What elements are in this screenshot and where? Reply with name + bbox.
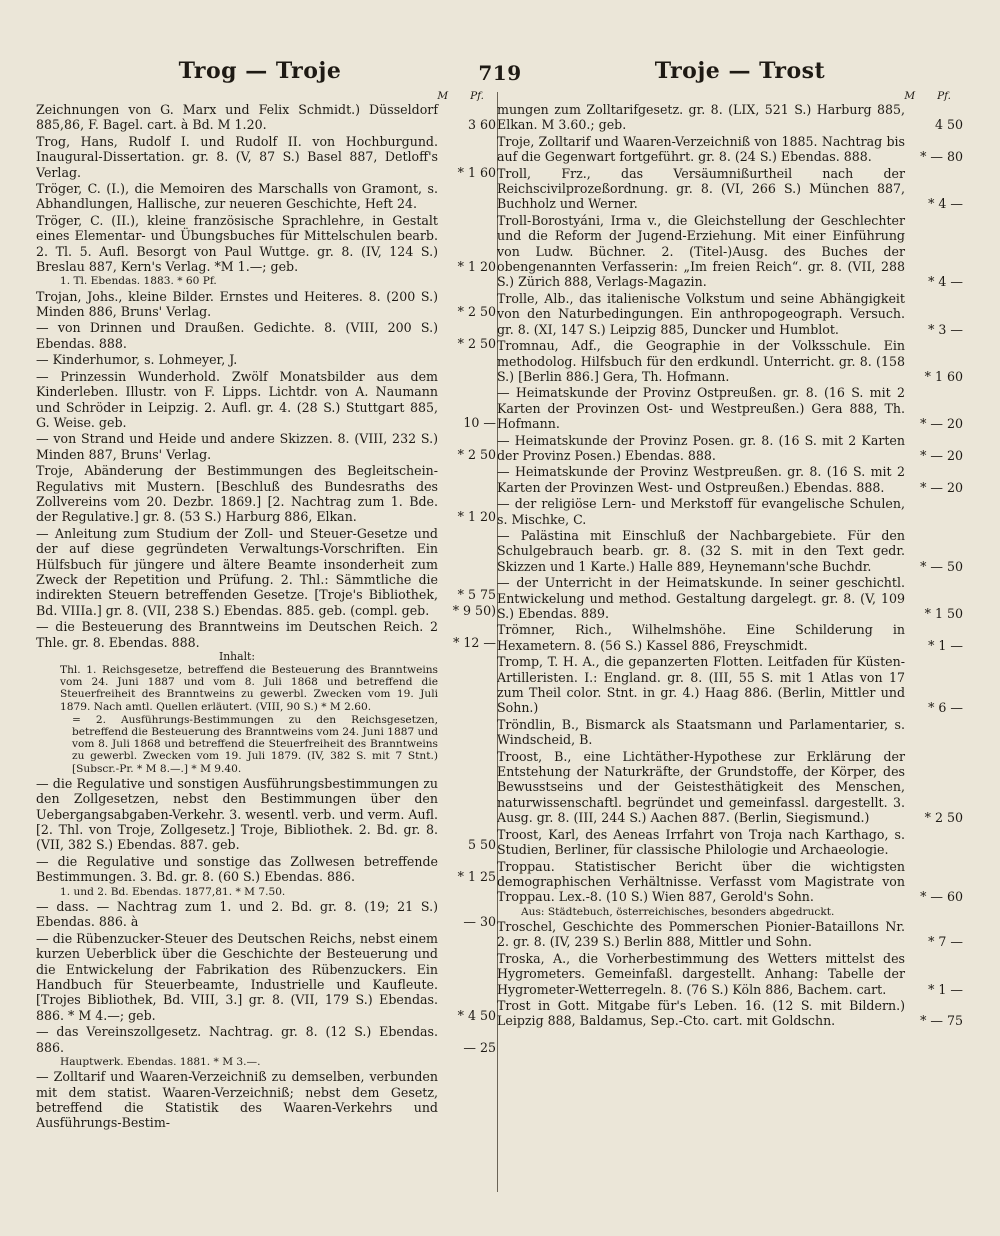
entry-price: * — 20 — [920, 416, 963, 432]
catalog-entry — [36, 931, 496, 1024]
entry-text: — die Regulative und sonstige das Zollwesen betreffende Bestimmungen. 3. Bd. gr. 8. (60 S.) Ebendas. 886. — [36, 853, 438, 885]
entry-price: * — 60 — [920, 889, 963, 905]
mark-label: M — [904, 90, 916, 102]
entry-text: — dass. — Nachtrag zum 1. und 2. Bd. gr. 8. (19; 21 S.) Ebendas. 886. à — [36, 898, 438, 930]
entry-price: * 1 — — [928, 981, 963, 997]
entry-price: 5 50 — [467, 837, 496, 853]
catalog-entry — [36, 526, 496, 619]
entry-text: — der religiöse Lern- und Merkstoff für evangelische Schulen, s. Mischke, C. — [497, 496, 905, 527]
catalog-entry — [36, 213, 496, 276]
catalog-entry — [497, 433, 963, 465]
entry-price: * 2 50 — [457, 304, 496, 320]
catalog-entry — [497, 859, 963, 906]
currency-header — [36, 90, 496, 102]
entry-text: Troje, Abänderung der Bestimmungen des Begleitschein-Regulativs mit Mustern. [Beschluß des Bundesraths des Zollvereins vom 20. Dezbr. 1869.] [2. Nachtrag zum 1. Bde. der Regulative.] gr. 8. (53 S.) Harburg 886, Elkan. — [36, 463, 438, 525]
entry-text: — der Unterricht in der Heimatskunde. In seiner geschichtl. Entwickelung und method. Gestaltung dargelegt. gr. 8. (V, 109 S.) Ebendas. 889. — [497, 575, 905, 621]
catalog-entry — [497, 213, 963, 291]
entry-text: — Palästina mit Einschluß der Nachbargebiete. Für den Schulgebrauch bearb. gr. 8. (32 S. mit in den Text gedr. Skizzen und 1 Karte.) Halle 889, Heynemann'sche Buchdr. — [497, 527, 905, 574]
left-column — [36, 90, 496, 1200]
entry-text: Troll-Borostyáni, Irma v., die Gleichstellung der Geschlechter und die Reform der Jugend-Erziehung. Mit einer Einführung von Ludw. Büchner. 2. (Titel-)Ausg. des Buches der obengenannten Verfasserin: „Im freien Reich“. gr. 8. (VII, 288 S.) Zürich 888, Verlags-Magazin. — [497, 212, 905, 290]
pf-label: Pf. — [937, 90, 951, 102]
entry-text: Aus: Städtebuch, österreichisches, besonders abgedruckt. — [521, 905, 835, 918]
catalog-entry — [36, 431, 496, 463]
entry-text: = 2. Ausführungs-Bestimmungen zu den Reichsgesetzen, betreffend die Besteuerung des Branntweins vom 24. Juni 1887 und vom 8. Juli 1868 und betreffend die Steuerfreiheit des Branntweins zu gewerbl. Zwecken vom 19. Juli 1879. (IV, 382 S. mit 7 Stnt.) [Subscr.-Pr. * M 8.—.] * M 9.40. — [72, 713, 438, 775]
entry-price: * 4 — — [928, 196, 963, 212]
entry-text: — von Drinnen und Draußen. Gedichte. 8. (VIII, 200 S.) Ebendas. 888. — [36, 320, 438, 351]
catalog-entry — [497, 385, 963, 432]
catalog-entry — [497, 496, 963, 528]
entry-text: Tröger, C. (I.), die Memoiren des Marschalls von Gramont, s. Abhandlungen, Hallische, zur neueren Geschichte, Heft 24. — [36, 181, 438, 212]
catalog-entry — [36, 854, 496, 886]
catalog-entry — [497, 575, 963, 622]
entry-note — [36, 1056, 496, 1069]
entry-price: * 1 25 — [457, 869, 496, 885]
catalog-entry — [497, 827, 963, 859]
entry-text: Troost, Karl, des Aeneas Irrfahrt von Troja nach Karthago, s. Studien, Berliner, für classische Philologie und Archaeologie. — [497, 826, 905, 858]
entry-price: * — 75 — [920, 1013, 963, 1029]
entry-price: * — 20 — [920, 447, 963, 463]
entry-price: * 2 50 — [924, 810, 963, 826]
entry-price: * 2 50 — [457, 446, 496, 462]
entry-price: * — 20 — [920, 479, 963, 495]
entry-text: Zeichnungen von G. Marx und Felix Schmidt.) Düsseldorf 885,86, F. Bagel. cart. à Bd. M 1.20. — [36, 102, 438, 133]
entry-text: Tromnau, Adf., die Geographie in der Volksschule. Ein methodolog. Hilfsbuch für den erdkundl. Unterricht. gr. 8. (158 S.) [Berlin 886.] Gera, Th. Hofmann. — [497, 338, 905, 384]
catalog-entry — [36, 320, 496, 352]
entry-price: * 1 60 — [457, 164, 496, 180]
catalog-entry — [497, 998, 963, 1030]
entry-price: * 1 60 — [924, 368, 963, 384]
catalog-entry — [36, 102, 496, 134]
entry-price: * 2 50 — [457, 335, 496, 351]
entry-text: — von Strand und Heide und andere Skizzen. 8. (VIII, 232 S.) Minden 887, Bruns' Verlag. — [36, 431, 438, 462]
catalog-entry — [36, 1069, 496, 1132]
entry-price: * 1 20 — [457, 509, 496, 525]
entry-text: Troost, B., eine Lichtäther-Hypothese zur Erklärung der Entstehung der Naturkräfte, der Grundstoffe, der Körper, des Bewusstseins und der Geistesthätigkeit des Menschen, naturwissenschaftl. begründet und gemeinfassl. dargestellt. 3. Ausg. gr. 8. (III, 244 S.) Aachen 887. (Berlin, Siegismund.) — [497, 748, 905, 826]
catalog-entry — [497, 338, 963, 385]
catalog-entry — [497, 464, 963, 496]
entry-text: Troschel, Geschichte des Pommerschen Pionier-Bataillons Nr. 2. gr. 8. (IV, 239 S.) Berlin 888, Mittler und Sohn. — [497, 918, 905, 950]
catalog-entry — [497, 717, 963, 749]
catalog-entry — [497, 134, 963, 166]
entry-text: — die Besteuerung des Branntweins im Deutschen Reich. 2 Thle. gr. 8. Ebendas. 888. — [36, 619, 438, 650]
entry-text: Troje, Zolltarif und Waaren-Verzeichniß von 1885. Nachtrag bis auf die Gegenwart fortgeführt. gr. 8. (24 S.) Ebendas. 888. — [497, 133, 905, 165]
catalog-entry — [36, 289, 496, 321]
entry-price: * 1 50 — [924, 606, 963, 621]
entry-note — [36, 886, 496, 899]
entry-note — [36, 664, 496, 714]
entry-price: — 25 — [463, 1039, 496, 1055]
catalog-entry — [36, 1024, 496, 1056]
running-head-right: Troje — Trost — [654, 58, 826, 84]
entry-text: Troppau. Statistischer Bericht über die wichtigsten demographischen Verhältnisse. Verfasst vom Magistrate von Troppau. Lex.-8. (10 S.) Wien 887, Gerold's Sohn. — [497, 858, 905, 905]
pf-label: Pf. — [470, 90, 484, 102]
catalog-entry — [497, 528, 963, 575]
entry-price: * 12 — — [453, 634, 496, 650]
entry-text: Troll, Frz., das Versäumnißurtheil nach der Reichscivilprozeßordnung. gr. 8. (VI, 266 S.) München 887, Buchholz und Werner. — [497, 165, 905, 212]
entry-price: * — 80 — [920, 149, 963, 165]
catalog-entry — [36, 776, 496, 854]
entry-text: — die Rübenzucker-Steuer des Deutschen Reichs, nebst einem kurzen Ueberblick über die Geschichte der Besteuerung und die Entwickelung der Fabrikation des Rübenzuckers. Ein Handbuch für Steuerbeamte, Industrielle und Kaufleute. [Trojes Bibliothek, Bd. VIII, 3.] gr. 8. (VII, 179 S.) Ebendas. 886. * M 4.—; geb. — [36, 930, 438, 1023]
entry-text: — das Vereinszollgesetz. Nachtrag. gr. 8. (12 S.) Ebendas. 886. — [36, 1024, 438, 1055]
catalog-entry — [36, 369, 496, 432]
catalog-entry — [36, 463, 496, 526]
entry-text: Tröger, C. (II.), kleine französische Sprachlehre, in Gestalt eines Elementar- und Übungsbuches für Mittelschulen bearb. 2. Tl. 5. Aufl. Besorgt von Paul Wuttge. gr. 8. (IV, 124 S.) Breslau 887, Kern's Verlag. *M 1.—; geb. — [36, 212, 438, 275]
entry-text: Trojan, Johs., kleine Bilder. Ernstes und Heiteres. 8. (200 S.) Minden 886, Bruns' Verlag. — [36, 288, 438, 320]
entry-text: Inhalt: — [218, 650, 256, 664]
entry-price: 4 50 — [934, 117, 963, 133]
entry-text: Thl. 1. Reichsgesetze, betreffend die Besteuerung des Branntweins vom 24. Juni 1887 und vom 8. Juli 1868 und betreffend die Steuerfreiheit des Branntweins zu gewerbl. Zwecken vom 19. Juli 1879. Nach amtl. Quellen erläutert. (VIII, 90 S.) * M 2.60. — [60, 664, 438, 713]
mark-label: M — [437, 90, 449, 102]
entry-price: * — 50 — [920, 558, 963, 574]
catalog-entry — [36, 352, 496, 368]
entry-note — [497, 906, 963, 919]
entry-price: * 6 — — [928, 700, 963, 716]
entry-price: * 7 — — [928, 934, 963, 950]
entry-price: * 1 20 — [457, 259, 496, 275]
currency-header — [497, 90, 963, 102]
entry-price: 10 — — [463, 414, 496, 430]
entry-text: Tröndlin, B., Bismarck als Staatsmann und Parlamentarier, s. Windscheid, B. — [497, 716, 905, 748]
catalog-entry — [497, 291, 963, 338]
entry-text: — Kinderhumor, s. Lohmeyer, J. — [36, 352, 238, 368]
catalog-entry — [497, 951, 963, 998]
entry-text: Trolle, Alb., das italienische Volkstum und seine Abhängigkeit von den Naturbedingungen. Ein anthropogeograph. Versuch. gr. 8. (XI, 147 S.) Leipzig 885, Duncker und Humblot. — [497, 290, 905, 337]
entry-price: * 4 50 — [457, 1007, 496, 1023]
entry-text: 1. Tl. Ebendas. 1883. * 60 Pf. — [60, 275, 217, 288]
entry-text: — Prinzessin Wunderhold. Zwölf Monatsbilder aus dem Kinderleben. Illustr. von F. Lipps. Lichtdr. von A. Naumann und Schröder in Leipzig. 2. Aufl. gr. 4. (28 S.) Stuttgart 885, G. Weise. geb. — [36, 368, 438, 430]
entry-text: Troska, A., die Vorherbestimmung des Wetters mittelst des Hygrometers. Gemeinfaßl. dargestellt. Anhang: Tabelle der Hygrometer-Wetterregeln. 8. (76 S.) Köln 886, Bachem. cart. — [497, 950, 905, 997]
catalog-entry — [497, 622, 963, 654]
entry-price: * 1 — — [928, 637, 963, 653]
entry-note — [36, 275, 496, 288]
catalog-entry — [36, 899, 496, 931]
catalog-entry — [497, 749, 963, 827]
entry-price: * 4 — — [928, 274, 963, 290]
catalog-entry — [497, 166, 963, 213]
entry-price: * 5 75 * 9 50) — [452, 587, 496, 618]
entry-text: — Zolltarif und Waaren-Verzeichniß zu demselben, verbunden mit dem statist. Waaren-Verzeichniß; nebst dem Gesetz, betreffend die Statistik des Waaren-Verkehrs und Ausführungs-Bestim- — [36, 1069, 438, 1131]
catalog-entry — [36, 619, 496, 651]
entry-text: — Heimatskunde der Provinz Posen. gr. 8. (16 S. mit 2 Karten der Provinz Posen.) Ebendas. 888. — [497, 432, 905, 463]
catalog-entry — [36, 134, 496, 181]
running-head-left: Trog — Troje — [178, 58, 342, 84]
catalog-entry — [497, 919, 963, 951]
catalog-entry — [36, 181, 496, 213]
entry-text: mungen zum Zolltarifgesetz. gr. 8. (LIX, 521 S.) Harburg 885, Elkan. M 3.60.; geb. — [497, 102, 905, 133]
entry-text: 1. und 2. Bd. Ebendas. 1877,81. * M 7.50. — [60, 885, 286, 898]
entry-text: Trog, Hans, Rudolf I. und Rudolf II. von Hochburgund. Inaugural-Dissertation. gr. 8. (V, 87 S.) Basel 887, Detloff's Verlag. — [36, 133, 438, 180]
contents-heading — [36, 651, 496, 664]
entry-text: — Heimatskunde der Provinz Ostpreußen. gr. 8. (16 S. mit 2 Karten der Provinzen Ost- und Westpreußen.) Gera 888, Th. Hofmann. — [497, 385, 905, 432]
catalog-entry — [497, 654, 963, 717]
entry-price: — 30 — [463, 914, 496, 930]
right-column — [497, 90, 963, 1200]
entry-note — [36, 714, 496, 776]
entry-text: Hauptwerk. Ebendas. 1881. * M 3.—. — [60, 1055, 261, 1068]
entry-text: — Anleitung zum Studium der Zoll- und Steuer-Gesetze und der auf diese gegründeten Verwaltungs-Vorschriften. Ein Hülfsbuch für jüngere und ältere Beamte insonderheit zum Zweck der Repetition und Prüfung. 2. Thl.: Sämmtliche die indirekten Steuern betreffenden Gesetze. [Troje's Bibliothek, Bd. VIIIa.] gr. 8. (VII, 238 S.) Ebendas. 885. geb. (compl. geb. — [36, 525, 438, 618]
entry-price: * 3 — — [928, 321, 963, 337]
entry-text: Tromp, T. H. A., die gepanzerten Flotten. Leitfaden für Küsten-Artilleristen. I.: England. gr. 8. (III, 55 S. mit 1 Atlas von 17 zum Theil color. Stnt. in gr. 4.) Haag 886. (Berlin, Mittler und Sohn.) — [497, 654, 905, 716]
entry-text: — Heimatskunde der Provinz Westpreußen. gr. 8. (16 S. mit 2 Karten der Provinzen West- und Ostpreußen.) Ebendas. 888. — [497, 464, 905, 495]
entry-text: Trömner, Rich., Wilhelmshöhe. Eine Schilderung in Hexametern. 8. (56 S.) Kassel 886, Freyschmidt. — [497, 622, 905, 653]
entry-price: 3 60 — [467, 117, 496, 133]
catalog-entry — [497, 102, 963, 134]
page-number: 719 — [478, 61, 522, 85]
entry-text: — die Regulative und sonstigen Ausführungsbestimmungen zu den Zollgesetzen, nebst den Bestimmungen über den Uebergangsabgaben-Verkehr. 3. wesentl. verb. und verm. Aufl. [2. Thl. von Troje, Zollgesetz.] Troje, Bibliothek. 2. Bd. gr. 8. (VII, 382 S.) Ebendas. 887. geb. — [36, 775, 438, 853]
entry-text: Trost in Gott. Mitgabe für's Leben. 16. (12 S. mit Bildern.) Leipzig 888, Baldamus, Sep.-Cto. cart. mit Goldschn. — [497, 997, 905, 1029]
